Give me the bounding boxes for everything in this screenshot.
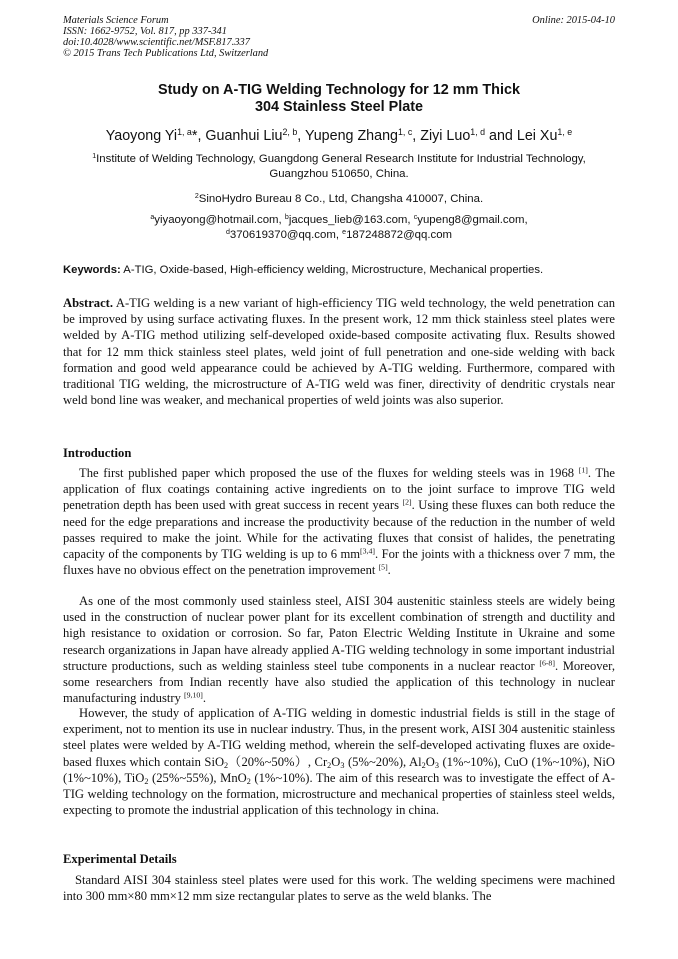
citation: [1] — [578, 465, 588, 475]
author: Guanhui Liu$^{2, b}$ — [205, 127, 298, 144]
abstract — [63, 295, 615, 408]
citation: [9,10] — [184, 690, 203, 700]
keywords — [63, 263, 615, 277]
abstract-text: A-TIG welding is a new variant of high-efficiency TIG weld technology, the weld penetration can be improved by using surface activating fluxes. In the present work, 12 mm thick stainless steel plates were welded by A-TIG method utilizing self-developed oxide-based composite activating flux. Results showed that for 12 mm thick stainless steel plates, weld joint of full penetration and one-side welding with back formation and good weld appearance could be achieved by A-TIG welding. Furthermore, compared with traditional TIG welding, the microstructure of A-TIG weld was finer, directivity of dendritic crystals near weld bond line was weaker, and mechanical properties of weld joints was also superior. — [63, 296, 615, 408]
email[interactable]: $^e$187248872@qq.com — [342, 228, 453, 241]
author: Yaoyong Yi$^{1, a}$* — [105, 127, 198, 144]
citation: [5] — [378, 562, 388, 572]
affiliation-2: $^2$SinoHydro Bureau 8 Co., Ltd, Changsha 410007, China. — [194, 193, 484, 205]
section-heading-experimental: Experimental Details — [63, 852, 177, 866]
email[interactable]: $^a$yiyaoyong@hotmail.com — [150, 214, 279, 226]
doi: doi:10.4028/www.scientific.net/MSF.817.337 — [63, 37, 250, 48]
keywords-text: A-TIG, Oxide-based, High-efficiency welding, Microstructure, Mechanical properties. — [120, 264, 544, 276]
journal-name: Materials Science Forum — [63, 15, 169, 26]
issn: ISSN: 1662-9752, Vol. 817, pp 337-341 — [63, 26, 227, 37]
citation: [6-8] — [539, 658, 555, 668]
title-line-1: Study on A-TIG Welding Technology for 12 mm Thick — [158, 82, 520, 98]
email[interactable]: $^b$jacques_lieb@163.com — [284, 214, 408, 226]
section-heading-introduction: Introduction — [63, 446, 132, 460]
copyright: © 2015 Trans Tech Publications Ltd, Switzerland — [63, 48, 269, 59]
intro-paragraph-1: The first published paper which proposed the use of the fluxes for welding steels was in 1968 [1]. The application of flux coatings containing active ingredients on to the joint surface to improve TIG weld penetration depth has been used with great success in recent years [2]. Using these fluxes can both reduce the need for the edge preparations and increase the productivity because of the reduction in the number of weld passes required to make the joint. While for the activating fluxes that consist of halides, the penetrating capacity of the components by TIG welding is up to 6 mm[3,4]. For the joints with a thickness over 7 mm, the fluxes have no obvious effect on the penetration improvement [5]. — [63, 465, 615, 578]
affiliation-1: $^1$Institute of Welding Technology, Guangdong General Research Institute for Industrial Technology, Guangzhou 510650, China. — [92, 153, 586, 180]
keywords-label: Keywords: — [63, 264, 121, 276]
paper-title — [63, 82, 615, 116]
intro-paragraph-2: As one of the most commonly used stainless steel, AISI 304 austenitic stainless steels are widely being used in the construction of nuclear power plant for its excellent combination of strength and ductility and high resistance to oxidation or corrosion. So far, Paton Electric Welding Institute in Ukraine and some research organizations in Japan have already applied A-TIG welding technology in some important industrial structure productions, such as welding stainless steel tube components in a nuclear reactor [6-8]. Moreover, some researchers from Indian recently have also studied the application of this technology in nuclear manufacturing industry [9,10]. — [63, 594, 615, 706]
email[interactable]: $^d$370619370@qq.com — [225, 228, 336, 241]
author: Yupeng Zhang$^{1, c}$ — [304, 127, 413, 144]
intro-paragraph-3: However, the study of application of A-TIG welding in domestic industrial fields is still in the stage of experiment, not to mention its use in nuclear industry. Thus, in the present work, AISI 304 austenitic stainless steel plates were welded by A-TIG welding method, wherein the self-developed activating fluxes are oxide-based fluxes which contain SiO$_2$（20%~50%）, $Cr_2O_3$ (5%~20%), $Al_2O_3$ (1%~10%), CuO (1%~10%), NiO (1%~10%), TiO$_2$ (25%~55%), MnO$_2$ (1%~10%). The aim of this research was to investigate the effect of A-TIG welding technology on the formation, microstructure and mechanical properties of stainless steel welds, expecting to promote the industrial application of this technology in china. — [63, 706, 616, 818]
email[interactable]: $^c$yupeng8@gmail.com — [413, 214, 525, 226]
online-date: Online: 2015-04-10 — [532, 15, 615, 26]
citation: [2] — [402, 498, 412, 508]
journal-header — [63, 15, 268, 59]
citation: [3,4] — [360, 546, 375, 556]
title-line-2: 304 Stainless Steel Plate — [255, 99, 423, 115]
author: Lei Xu$^{1, e}$ — [516, 127, 573, 144]
author-list: Yaoyong Yi$^{1, a}$*, Guanhui Liu$^{2, b}$, Yupeng Zhang$^{1, c}$, Ziyi Luo$^{1, d}$ and Lei Xu$^{1, e}$ — [105, 127, 573, 144]
author: Ziyi Luo$^{1, d}$ — [420, 127, 486, 144]
email-list: $^a$yiyaoyong@hotmail.com, $^b$jacques_lieb@163.com, $^c$yupeng8@gmail.com, $^d$370619370@qq.com, $^e$187248872@qq.com — [150, 214, 528, 241]
experimental-paragraph: Standard AISI 304 stainless steel plates were used for this work. The welding specimens were machined into 300 mm×80 mm×12 mm size rectangular plates to serve as the weld blanks. The — [63, 873, 615, 904]
abstract-label: Abstract. — [63, 296, 114, 310]
